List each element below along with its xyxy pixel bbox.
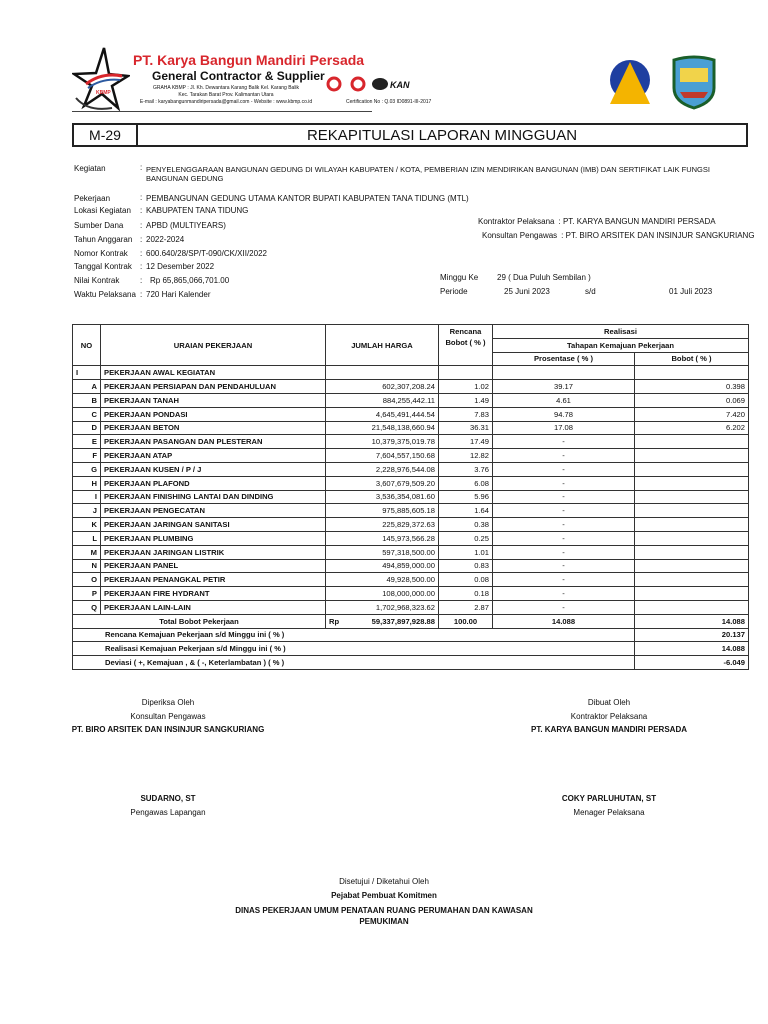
- summary-row: [73, 656, 749, 670]
- item-prosentase: -: [493, 600, 635, 614]
- item-uraian: PEKERJAAN PLUMBING: [101, 531, 326, 545]
- item-rencana: 12.82: [439, 449, 493, 463]
- section-label: PEKERJAAN AWAL KEGIATAN: [101, 366, 326, 380]
- bottom-org: DINAS PEKERJAAN UMUM PENATAAN RUANG PERUMAHAN DAN KAWASAN: [235, 906, 533, 915]
- item-no: D: [73, 421, 101, 435]
- header-bobot: Bobot ( % ): [635, 352, 749, 366]
- table-row: [73, 559, 749, 573]
- item-harga: 7,604,557,150.68: [326, 449, 439, 463]
- total-harga-value: 59,337,897,928.88: [371, 616, 435, 626]
- item-bobot: [635, 518, 749, 532]
- item-harga: 145,973,566.28: [326, 531, 439, 545]
- table-row: [73, 393, 749, 407]
- item-bobot: [635, 600, 749, 614]
- nomor-label: Nomor Kontrak: [74, 249, 128, 258]
- item-rencana: 1.02: [439, 380, 493, 394]
- item-prosentase: -: [493, 587, 635, 601]
- table-row: [73, 449, 749, 463]
- item-prosentase: 17.08: [493, 421, 635, 435]
- item-uraian: PEKERJAAN TANAH: [101, 393, 326, 407]
- item-uraian: PEKERJAAN PERSIAPAN DAN PENDAHULUAN: [101, 380, 326, 394]
- item-no: H: [73, 476, 101, 490]
- table-row: [73, 435, 749, 449]
- colon: :: [140, 193, 143, 202]
- item-harga: 1,702,968,323.62: [326, 600, 439, 614]
- summary-label: Rencana Kemajuan Pekerjaan s/d Minggu ini ( % ): [73, 628, 635, 642]
- colon: :: [140, 206, 143, 215]
- item-uraian: PEKERJAAN PONDASI: [101, 407, 326, 421]
- company-address-2: Kec. Tarakan Barat Prov. Kalimantan Utara: [178, 92, 274, 98]
- item-rencana: 17.49: [439, 435, 493, 449]
- empty-cell: [326, 366, 439, 380]
- kegiatan-label: Kegiatan: [74, 164, 106, 173]
- nilai-label: Nilai Kontrak: [74, 276, 120, 285]
- report-title: REKAPITULASI LAPORAN MINGGUAN: [306, 126, 578, 144]
- item-rencana: 1.49: [439, 393, 493, 407]
- colon: :: [140, 249, 143, 258]
- item-uraian: PEKERJAAN ATAP: [101, 449, 326, 463]
- item-rencana: 2.87: [439, 600, 493, 614]
- colon: :: [140, 276, 143, 285]
- tahun-value: 2022-2024: [146, 235, 185, 244]
- item-prosentase: -: [493, 476, 635, 490]
- nomor-value: 600.640/28/SP/T-090/CK/XII/2022: [146, 249, 267, 258]
- item-rencana: 36.31: [439, 421, 493, 435]
- sumber-label: Sumber Dana: [74, 221, 124, 230]
- item-prosentase: -: [493, 462, 635, 476]
- item-prosentase: -: [493, 545, 635, 559]
- sumber-value: APBD (MULTIYEARS): [146, 221, 226, 230]
- table-row: [73, 380, 749, 394]
- periode-end: 01 Juli 2023: [669, 287, 713, 296]
- konsultan-label: Konsultan Pengawas: [482, 231, 558, 240]
- total-harga: [326, 614, 439, 628]
- periode-label: Periode: [440, 287, 468, 296]
- kbmp-star-logo: [72, 46, 130, 119]
- certification-number: Certification No : Q.03 ID0891-III-2017: [346, 99, 432, 105]
- item-bobot: [635, 573, 749, 587]
- lokasi-value: KABUPATEN TANA TIDUNG: [146, 206, 249, 215]
- minggu-label: Minggu Ke: [440, 273, 479, 282]
- summary-label: Realisasi Kemajuan Pekerjaan s/d Minggu ini ( % ): [73, 642, 635, 656]
- kan-logo-text: KAN: [390, 80, 410, 90]
- table-row: [73, 504, 749, 518]
- header-rencana: Rencana: [439, 325, 493, 339]
- konsultan-line: [482, 231, 755, 241]
- table-row: [73, 545, 749, 559]
- item-no: C: [73, 407, 101, 421]
- empty-cell: [439, 366, 493, 380]
- tahun-label: Tahun Anggaran: [74, 235, 133, 244]
- summary-label: Deviasi ( +, Kemajuan , & ( -, Keterlambatan ) ( % ): [73, 656, 635, 670]
- right-role: Kontraktor Pelaksana: [570, 712, 648, 721]
- report-title-box: [72, 123, 748, 147]
- total-row: [73, 614, 749, 628]
- item-uraian: PEKERJAAN PENGECATAN: [101, 504, 326, 518]
- bottom-org-cont: PEMUKIMAN: [359, 917, 409, 926]
- total-currency: Rp: [329, 616, 340, 626]
- right-signatory-position: Menager Pelaksana: [573, 808, 645, 817]
- item-harga: 3,536,354,081.60: [326, 490, 439, 504]
- nilai-value: Rp 65,865,066,701.00: [150, 276, 230, 285]
- item-harga: 10,379,375,019.78: [326, 435, 439, 449]
- left-signatory-name: SUDARNO, ST: [140, 794, 196, 803]
- item-bobot: 0.398: [635, 380, 749, 394]
- periode-separator: s/d: [585, 287, 596, 296]
- item-no: B: [73, 393, 101, 407]
- item-uraian: PEKERJAAN JARINGAN SANITASI: [101, 518, 326, 532]
- item-bobot: [635, 504, 749, 518]
- item-rencana: 0.18: [439, 587, 493, 601]
- empty-cell: [635, 366, 749, 380]
- item-prosentase: 4.61: [493, 393, 635, 407]
- item-no: A: [73, 380, 101, 394]
- item-prosentase: -: [493, 449, 635, 463]
- kegiatan-value-cont: BANGUNAN GEDUNG: [146, 174, 224, 183]
- company-tagline: General Contractor & Supplier: [152, 69, 325, 83]
- kontraktor-value-text: PT. KARYA BANGUN MANDIRI PERSADA: [562, 217, 716, 226]
- right-org: PT. KARYA BANGUN MANDIRI PERSADA: [530, 725, 687, 734]
- table-row: [73, 407, 749, 421]
- item-bobot: [635, 435, 749, 449]
- item-harga: 3,607,679,509.20: [326, 476, 439, 490]
- header-no: NO: [73, 325, 101, 366]
- header-prosentase: Prosentase ( % ): [493, 352, 635, 366]
- item-no: I: [73, 490, 101, 504]
- item-harga: 2,228,976,544.08: [326, 462, 439, 476]
- item-uraian: PEKERJAAN PASANGAN DAN PLESTERAN: [101, 435, 326, 449]
- company-address-block: [128, 85, 324, 106]
- item-prosentase: -: [493, 504, 635, 518]
- left-signatory-position: Pengawas Lapangan: [130, 808, 206, 817]
- item-no: N: [73, 559, 101, 573]
- item-prosentase: -: [493, 518, 635, 532]
- item-bobot: [635, 462, 749, 476]
- item-no: F: [73, 449, 101, 463]
- regency-emblem: [670, 54, 718, 115]
- summary-row: [73, 642, 749, 656]
- kbmp-logo-text: KBMP: [96, 90, 111, 96]
- item-bobot: [635, 587, 749, 601]
- summary-value: -6.049: [635, 656, 749, 670]
- kontraktor-value: : PT. KARYA BANGUN MANDIRI PERSADA: [558, 217, 716, 226]
- pekerjaan-label: Pekerjaan: [74, 194, 111, 203]
- section-row: [73, 366, 749, 380]
- item-bobot: [635, 449, 749, 463]
- waktu-value: 720 Hari Kalender: [146, 290, 211, 299]
- table-row: [73, 421, 749, 435]
- left-org: PT. BIRO ARSITEK DAN INSINJUR SANGKURIANG: [71, 725, 265, 734]
- colon: :: [140, 262, 143, 271]
- waktu-label: Waktu Pelaksana: [74, 290, 136, 299]
- item-rencana: 6.08: [439, 476, 493, 490]
- item-bobot: [635, 559, 749, 573]
- item-no: M: [73, 545, 101, 559]
- periode-start: 25 Juni 2023: [504, 287, 550, 296]
- pekerjaan-value: PEMBANGUNAN GEDUNG UTAMA KANTOR BUPATI KABUPATEN TANA TIDUNG (MTL): [146, 194, 469, 203]
- item-rencana: 3.76: [439, 462, 493, 476]
- item-no: K: [73, 518, 101, 532]
- item-harga: 884,255,442.11: [326, 393, 439, 407]
- item-bobot: 7.420: [635, 407, 749, 421]
- item-bobot: [635, 545, 749, 559]
- report-code: M-29: [74, 125, 138, 145]
- item-prosentase: -: [493, 573, 635, 587]
- minggu-value: 29 ( Dua Puluh Sembilan ): [497, 273, 591, 282]
- bottom-role: Pejabat Pembuat Komitmen: [331, 891, 437, 900]
- item-harga: 21,548,138,660.94: [326, 421, 439, 435]
- item-harga: 4,645,491,444.54: [326, 407, 439, 421]
- item-no: E: [73, 435, 101, 449]
- item-rencana: 0.08: [439, 573, 493, 587]
- item-prosentase: 94.78: [493, 407, 635, 421]
- summary-row: [73, 628, 749, 642]
- item-no: P: [73, 587, 101, 601]
- tanggal-label: Tanggal Kontrak: [74, 262, 132, 271]
- header-rencana-bobot: Bobot ( % ): [439, 338, 493, 366]
- table-row: [73, 462, 749, 476]
- item-rencana: 0.25: [439, 531, 493, 545]
- item-uraian: PEKERJAAN FIRE HYDRANT: [101, 587, 326, 601]
- letterhead-divider: [72, 111, 372, 112]
- item-harga: 494,859,000.00: [326, 559, 439, 573]
- table-row: [73, 518, 749, 532]
- item-prosentase: -: [493, 435, 635, 449]
- colon: :: [140, 221, 143, 230]
- item-bobot: [635, 490, 749, 504]
- item-uraian: PEKERJAAN JARINGAN LISTRIK: [101, 545, 326, 559]
- item-rencana: 1.01: [439, 545, 493, 559]
- item-harga: 49,928,500.00: [326, 573, 439, 587]
- right-signatory-name: COKY PARLUHUTAN, ST: [561, 794, 657, 803]
- company-name: PT. Karya Bangun Mandiri Persada: [133, 52, 365, 68]
- total-label: Total Bobot Pekerjaan: [73, 614, 326, 628]
- consultant-logo: [604, 58, 656, 115]
- lokasi-label: Lokasi Kegiatan: [74, 206, 131, 215]
- item-no: O: [73, 573, 101, 587]
- item-uraian: PEKERJAAN LAIN-LAIN: [101, 600, 326, 614]
- item-no: J: [73, 504, 101, 518]
- item-uraian: PEKERJAAN BETON: [101, 421, 326, 435]
- table-row: [73, 476, 749, 490]
- total-rencana: 100.00: [439, 614, 493, 628]
- item-no: L: [73, 531, 101, 545]
- company-address-1: GRAHA KBMP : Jl. Kh. Dewantara Karang Balik Kel. Karang Balik: [152, 85, 300, 91]
- item-rencana: 5.96: [439, 490, 493, 504]
- kegiatan-value: PENYELENGGARAAN BANGUNAN GEDUNG DI WILAYAH KABUPATEN / KOTA, PEMBERIAN IZIN MENDIRIKAN BANGUNAN (IMB) DAN SERTIFIKAT LAIK FUNGSI: [146, 165, 710, 174]
- total-bobot: 14.088: [635, 614, 749, 628]
- empty-cell: [493, 366, 635, 380]
- item-uraian: PEKERJAAN PENANGKAL PETIR: [101, 573, 326, 587]
- item-harga: 975,885,605.18: [326, 504, 439, 518]
- summary-value: 20.137: [635, 628, 749, 642]
- kontraktor-line: [478, 217, 716, 227]
- item-bobot: [635, 531, 749, 545]
- colon: :: [140, 235, 143, 244]
- konsultan-value-text: PT. BIRO ARSITEK DAN INSINJUR SANGKURIANG: [565, 231, 755, 240]
- company-contact: E-mail : karyabangunmandiripersada@gmail.com - Website : www.kbmp.co.id: [139, 99, 313, 105]
- table-row: [73, 600, 749, 614]
- item-uraian: PEKERJAAN FINISHING LANTAI DAN DINDING: [101, 490, 326, 504]
- header-realisasi: Realisasi: [493, 325, 749, 339]
- item-rencana: 7.83: [439, 407, 493, 421]
- konsultan-value: : PT. BIRO ARSITEK DAN INSINJUR SANGKURIANG: [561, 231, 755, 240]
- header-uraian: URAIAN PEKERJAAN: [101, 325, 326, 366]
- item-bobot: [635, 476, 749, 490]
- item-bobot: 6.202: [635, 421, 749, 435]
- right-caption: Dibuat Oleh: [587, 698, 631, 707]
- table-row: [73, 573, 749, 587]
- colon: :: [140, 290, 143, 299]
- item-uraian: PEKERJAAN PANEL: [101, 559, 326, 573]
- item-harga: 602,307,208.24: [326, 380, 439, 394]
- item-prosentase: -: [493, 531, 635, 545]
- item-rencana: 0.83: [439, 559, 493, 573]
- item-no: Q: [73, 600, 101, 614]
- item-rencana: 1.64: [439, 504, 493, 518]
- item-rencana: 0.38: [439, 518, 493, 532]
- left-caption: Diperiksa Oleh: [141, 698, 195, 707]
- header-tahapan: Tahapan Kemajuan Pekerjaan: [493, 338, 749, 352]
- item-prosentase: -: [493, 490, 635, 504]
- tanggal-value: 12 Desember 2022: [146, 262, 215, 271]
- table-row: [73, 490, 749, 504]
- item-prosentase: -: [493, 559, 635, 573]
- item-uraian: PEKERJAAN PLAFOND: [101, 476, 326, 490]
- item-uraian: PEKERJAAN KUSEN / P / J: [101, 462, 326, 476]
- section-no: I: [73, 366, 101, 380]
- summary-value: 14.088: [635, 642, 749, 656]
- item-bobot: 0.069: [635, 393, 749, 407]
- header-harga: JUMLAH HARGA: [326, 325, 439, 366]
- item-harga: 597,318,500.00: [326, 545, 439, 559]
- certification-logos: [326, 74, 426, 99]
- table-row: [73, 531, 749, 545]
- total-prosentase: 14.088: [493, 614, 635, 628]
- item-no: G: [73, 462, 101, 476]
- item-prosentase: 39.17: [493, 380, 635, 394]
- colon: :: [140, 163, 143, 172]
- bottom-caption: Disetujui / Diketahui Oleh: [339, 877, 429, 886]
- left-role: Konsultan Pengawas: [130, 712, 206, 721]
- item-harga: 108,000,000.00: [326, 587, 439, 601]
- kegiatan-value-block: [146, 165, 760, 183]
- progress-table: [72, 324, 749, 670]
- kontraktor-label: Kontraktor Pelaksana: [478, 217, 555, 226]
- table-row: [73, 587, 749, 601]
- item-harga: 225,829,372.63: [326, 518, 439, 532]
